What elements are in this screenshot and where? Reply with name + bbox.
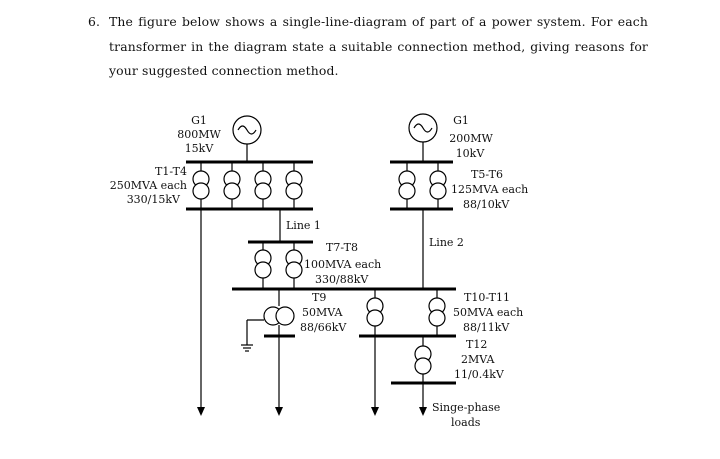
- t7-t8-rating: 100MVA each: [304, 258, 382, 271]
- transformer-t10: [367, 289, 383, 336]
- transformer-t8: [286, 242, 302, 289]
- transformer-t5-t6: [399, 162, 446, 209]
- t5-t6-ratio: 88/10kV: [463, 198, 510, 211]
- transformer-t7-t8: [255, 242, 302, 289]
- ground-icon: [241, 345, 253, 351]
- t10-t11-ratio: 88/11kV: [463, 321, 510, 334]
- generator-g1-left: [233, 116, 261, 162]
- g1-left-rating: 800MW: [177, 128, 221, 141]
- generator-g1-right: [409, 114, 437, 162]
- transformer-t2: [224, 162, 240, 209]
- transformer-t7: [255, 242, 271, 289]
- loads-label-line1: Singe-phase: [432, 401, 501, 414]
- t1-t4-name: T1-T4: [155, 165, 187, 178]
- t5-t6-name: T5-T6: [471, 168, 503, 181]
- t9-name: T9: [312, 291, 327, 304]
- transformer-t12: [415, 336, 431, 383]
- g1-right-name: G1: [453, 114, 469, 127]
- transformer-t3: [255, 162, 271, 209]
- question-number: 6.: [88, 14, 101, 29]
- t9-ratio: 88/66kV: [300, 321, 347, 334]
- transformer-t11: [429, 289, 445, 336]
- t1-t4-ratio: 330/15kV: [126, 193, 180, 206]
- feeder-3-arrow-icon: [371, 407, 379, 416]
- transformer-t4: [286, 162, 302, 209]
- t7-t8-name: T7-T8: [326, 241, 358, 254]
- transformer-t6: [430, 162, 446, 209]
- line-2-label: Line 2: [429, 236, 464, 249]
- transformer-t1: [193, 162, 209, 209]
- transformer-t5: [399, 162, 415, 209]
- g1-left-voltage: 15kV: [184, 142, 214, 155]
- t5-t6-rating: 125MVA each: [451, 183, 529, 196]
- feeder-2-arrow-icon: [275, 407, 283, 416]
- feeder-1-arrow-icon: [197, 407, 205, 416]
- g1-right-voltage: 10kV: [455, 147, 485, 160]
- t10-t11-rating: 50MVA each: [453, 306, 524, 319]
- t1-t4-rating: 250MVA each: [109, 179, 187, 192]
- line-1-label: Line 1: [286, 219, 321, 232]
- t12-rating: 2MVA: [461, 353, 495, 366]
- t9-rating: 50MVA: [302, 306, 343, 319]
- loads-label-line2: loads: [451, 416, 481, 429]
- g1-left-name: G1: [191, 114, 207, 127]
- t10-t11-name: T10-T11: [464, 291, 510, 304]
- feeder-4-arrow-icon: [419, 407, 427, 416]
- t7-t8-ratio: 330/88kV: [315, 273, 369, 286]
- transformer-t10-t11: [367, 289, 445, 336]
- t12-name: T12: [466, 338, 488, 351]
- transformer-t1-t4: [193, 162, 302, 209]
- question-text: The figure below shows a single-line-diagram of part of a power system. For each transformer in the diagram state a suitable connection method, giving reasons for your suggested connection method.: [109, 14, 648, 78]
- g1-right-rating: 200MW: [449, 132, 493, 145]
- t12-ratio: 11/0.4kV: [454, 368, 504, 381]
